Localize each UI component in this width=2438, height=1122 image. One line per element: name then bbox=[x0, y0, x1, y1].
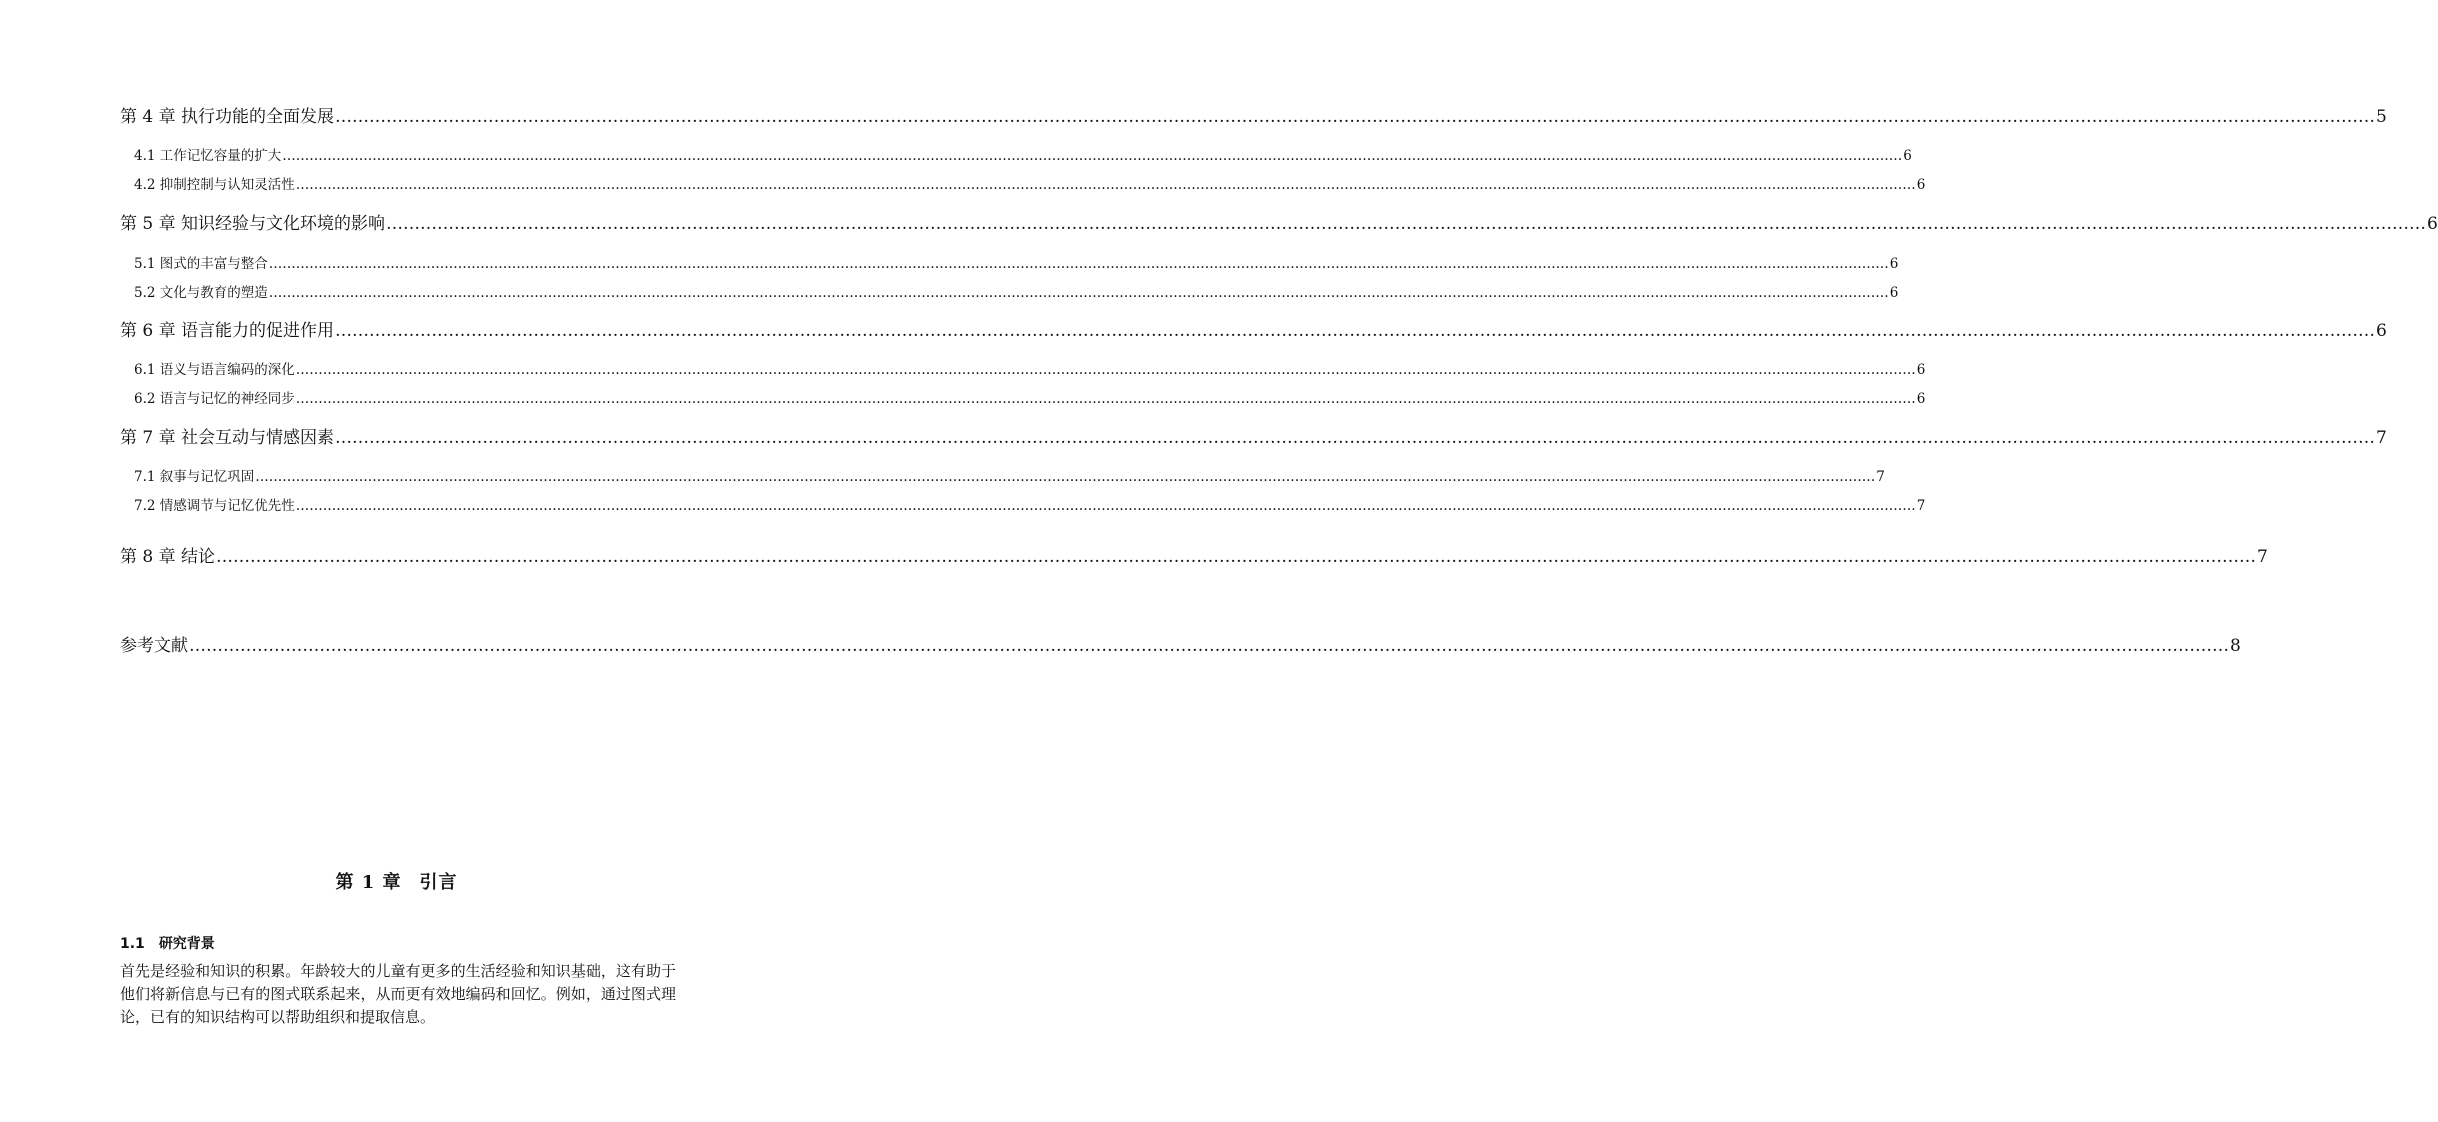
toc-leader-dots: ……………………………………………………………………………………………………………………………………………………………………………………………………………………………………………………………………………………………………………………………… bbox=[268, 285, 1889, 301]
toc-page-number: 6 bbox=[1889, 256, 1899, 272]
chapter-title: 引言 bbox=[419, 872, 458, 893]
toc-leader-dots: ……………………………………………………………………………………………………………………………………………………………………………………………………………………………………………………………………………………………………………………………… bbox=[335, 428, 2376, 448]
toc-page-number: 6 bbox=[1903, 148, 1912, 164]
toc-page-number: 8 bbox=[2230, 636, 2241, 656]
toc-page-number: 7 bbox=[1876, 469, 1885, 485]
toc-page-number: 6 bbox=[1916, 362, 1926, 378]
toc-section-label: 6.2 语言与记忆的神经同步 bbox=[134, 391, 295, 407]
toc-chapter-5[interactable] bbox=[120, 212, 2438, 236]
toc-page-number: 6 bbox=[1916, 391, 1926, 407]
toc-section-4-1[interactable] bbox=[134, 146, 1912, 166]
toc-leader-dots: ……………………………………………………………………………………………………………………………………………………………………………………………………………………………………………………………………………………………………………………………… bbox=[335, 321, 2376, 341]
toc-page-number: 6 bbox=[2376, 321, 2387, 341]
chapter-1-heading bbox=[0, 868, 793, 894]
toc-chapter-label: 第 8 章 结论 bbox=[120, 547, 216, 567]
toc-leader-dots: ……………………………………………………………………………………………………………………………………………………………………………………………………………………………………………………………………………………………………………………………… bbox=[216, 547, 2257, 567]
toc-chapter-label: 第 5 章 知识经验与文化环境的影响 bbox=[120, 214, 386, 234]
toc-section-label: 4.2 抑制控制与认知灵活性 bbox=[134, 177, 295, 193]
toc-chapter-6[interactable] bbox=[120, 319, 2387, 343]
toc-chapter-8[interactable] bbox=[120, 545, 2268, 569]
section-title: 研究背景 bbox=[158, 936, 215, 952]
toc-section-label: 7.1 叙事与记忆巩固 bbox=[134, 469, 255, 485]
toc-page-number: 6 bbox=[2427, 214, 2438, 234]
toc-references[interactable] bbox=[120, 634, 2241, 658]
toc-section-label: 5.2 文化与教育的塑造 bbox=[134, 285, 268, 301]
toc-section-5-2[interactable] bbox=[134, 283, 1899, 303]
toc-section-label: 5.1 图式的丰富与整合 bbox=[134, 256, 268, 272]
toc-page-number: 6 bbox=[1916, 177, 1926, 193]
toc-section-label: 6.1 语义与语言编码的深化 bbox=[134, 362, 295, 378]
toc-leader-dots: ……………………………………………………………………………………………………………………………………………………………………………………………………………………………………………………………………………………………………………………………… bbox=[268, 256, 1889, 272]
toc-leader-dots: ……………………………………………………………………………………………………………………………………………………………………………………………………………………………………………………………………………………………………………………………… bbox=[295, 177, 1916, 193]
toc-chapter-label: 第 7 章 社会互动与情感因素 bbox=[120, 428, 335, 448]
body-paragraph: 首先是经验和知识的积累。年龄较大的儿童有更多的生活经验和知识基础，这有助于他们将新信息与已有的图式联系起来，从而更有效地编码和回忆。例如，通过图式理论，已有的知识结构可以帮助组织和提取信息。 bbox=[120, 962, 676, 1026]
toc-leader-dots: ……………………………………………………………………………………………………………………………………………………………………………………………………………………………………………………………………………………………………………………………… bbox=[295, 391, 1916, 407]
toc-leader-dots: ……………………………………………………………………………………………………………………………………………………………………………………………………………………………………………………………………………………………………………………………… bbox=[386, 214, 2427, 234]
toc-section-7-1[interactable] bbox=[134, 467, 1885, 487]
toc-chapter-label: 第 4 章 执行功能的全面发展 bbox=[120, 107, 335, 127]
toc-section-7-2[interactable] bbox=[134, 496, 1926, 516]
toc-section-label: 4.1 工作记忆容量的扩大 bbox=[134, 148, 282, 164]
toc-leader-dots: ……………………………………………………………………………………………………………………………………………………………………………………………………………………………………………………………………………………………………………………………… bbox=[335, 107, 2376, 127]
toc-chapter-label: 第 6 章 语言能力的促进作用 bbox=[120, 321, 335, 341]
toc-page-number: 7 bbox=[1916, 498, 1926, 514]
toc-page-number: 6 bbox=[1889, 285, 1899, 301]
toc-references-label: 参考文献 bbox=[120, 636, 188, 656]
section-1-1-heading bbox=[120, 933, 215, 953]
toc-leader-dots: ……………………………………………………………………………………………………………………………………………………………………………………………………………………………………………………………………………………………………………………………… bbox=[255, 469, 1876, 485]
toc-section-6-2[interactable] bbox=[134, 389, 1926, 409]
toc-section-6-1[interactable] bbox=[134, 360, 1926, 380]
toc-leader-dots: ……………………………………………………………………………………………………………………………………………………………………………………………………………………………………………………………………………………………………………………………… bbox=[189, 636, 2229, 656]
toc-section-4-2[interactable] bbox=[134, 175, 1926, 195]
toc-section-5-1[interactable] bbox=[134, 254, 1899, 274]
toc-page-number: 7 bbox=[2376, 428, 2387, 448]
toc-section-label: 7.2 情感调节与记忆优先性 bbox=[134, 498, 295, 514]
toc-chapter-4[interactable] bbox=[120, 105, 2387, 129]
section-number: 1.1 bbox=[120, 936, 145, 952]
toc-chapter-7[interactable] bbox=[120, 426, 2387, 450]
toc-page-number: 7 bbox=[2257, 547, 2268, 567]
toc-leader-dots: ……………………………………………………………………………………………………………………………………………………………………………………………………………………………………………………………………………………………………………………………… bbox=[295, 362, 1916, 378]
toc-leader-dots: ……………………………………………………………………………………………………………………………………………………………………………………………………………………………………………………………………………………………………………………………… bbox=[295, 498, 1916, 514]
chapter-number: 第 1 章 bbox=[335, 872, 402, 893]
toc-page-number: 5 bbox=[2376, 107, 2387, 127]
toc-leader-dots: ……………………………………………………………………………………………………………………………………………………………………………………………………………………………………………………………………………………………………………………………… bbox=[282, 148, 1903, 164]
